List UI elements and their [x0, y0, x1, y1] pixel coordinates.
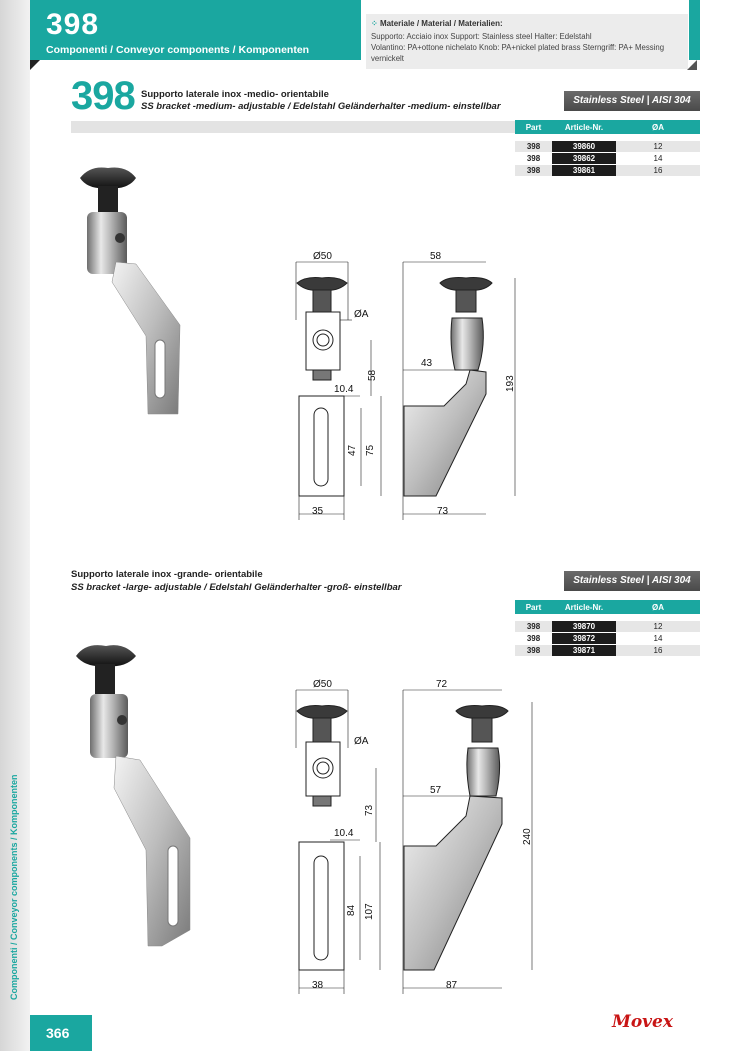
dim-label: 75 — [365, 444, 376, 456]
table-row: 398 39860 12 — [515, 141, 700, 153]
header-article: Article-Nr. — [564, 602, 604, 612]
large-material-badge: Stainless Steel | AISI 304 — [564, 571, 700, 591]
dim-label: ØA — [354, 309, 369, 320]
dim-label: 72 — [436, 679, 448, 690]
dim-label: 73 — [364, 804, 375, 816]
header-number: 398 — [46, 8, 100, 41]
dim-label: 10.4 — [334, 384, 354, 395]
materials-line-2: Volantino: PA+ottone nichelato Knob: PA+nickel plated brass Sterngriff: PA+ Messing — [371, 43, 665, 52]
dim-label: 84 — [346, 904, 357, 916]
materials-icon: ⁘ — [371, 19, 378, 28]
medium-title-en: SS bracket -medium- adjustable / Edelstahl Geländerhalter -medium- einstellbar — [141, 101, 501, 112]
dim-label: Ø50 — [313, 679, 332, 690]
dim-label: 87 — [446, 980, 458, 991]
dim-label: 57 — [430, 785, 442, 796]
dim-label: 73 — [437, 506, 449, 517]
dim-label: 58 — [430, 251, 442, 262]
header-part: Part — [525, 602, 542, 612]
table-row: 398 39861 16 — [515, 165, 700, 177]
product-number: 398 — [71, 74, 135, 118]
header-part: Part — [525, 122, 542, 132]
table-row: 398 39870 12 — [515, 621, 700, 633]
large-bracket-photo — [76, 645, 190, 946]
medium-material-badge: Stainless Steel | AISI 304 — [564, 91, 700, 111]
table-row: 398 39872 14 — [515, 633, 700, 645]
large-side-view — [403, 690, 532, 994]
dim-label: 58 — [367, 369, 378, 381]
materials-line-3: vernickelt — [371, 54, 404, 63]
materials-line-1: Supporto: Acciaio inox Support: Stainless steel Halter: Edelstahl — [371, 32, 592, 41]
brand-logo: Movex — [612, 1012, 673, 1032]
header-subtitle: Componenti / Conveyor components / Komponenten — [46, 44, 310, 56]
side-section-label: Componenti / Conveyor components / Komponenten — [9, 774, 19, 1000]
page-number: 366 — [46, 1025, 70, 1041]
table-row: 398 39871 16 — [515, 645, 700, 657]
dim-label: 193 — [505, 375, 516, 392]
page-number-box — [30, 1015, 92, 1051]
large-title-it: Supporto laterale inox -grande- orientabile — [71, 569, 263, 580]
dim-label: ØA — [354, 736, 369, 747]
dim-label: 10.4 — [334, 828, 354, 839]
materials-title: ⁘ Materiale / Material / Materialien: — [371, 19, 503, 28]
dim-label: 240 — [522, 828, 533, 845]
medium-side-view — [403, 262, 515, 520]
large-title-en: SS bracket -large- adjustable / Edelstahl Geländerhalter -groß- einstellbar — [71, 582, 402, 593]
medium-bracket-photo — [80, 167, 180, 414]
dim-label: 43 — [421, 358, 433, 369]
dim-label: 47 — [347, 444, 358, 456]
table-row: 398 39862 14 — [515, 153, 700, 165]
dim-label: Ø50 — [313, 251, 332, 262]
dim-label: 38 — [312, 980, 324, 991]
header-diameter: ØA — [652, 602, 664, 612]
header-diameter: ØA — [652, 122, 664, 132]
medium-title-it: Supporto laterale inox -medio- orientabile — [141, 89, 329, 100]
dim-label: 35 — [312, 506, 324, 517]
dim-label: 107 — [364, 903, 375, 920]
header-article: Article-Nr. — [564, 122, 604, 132]
